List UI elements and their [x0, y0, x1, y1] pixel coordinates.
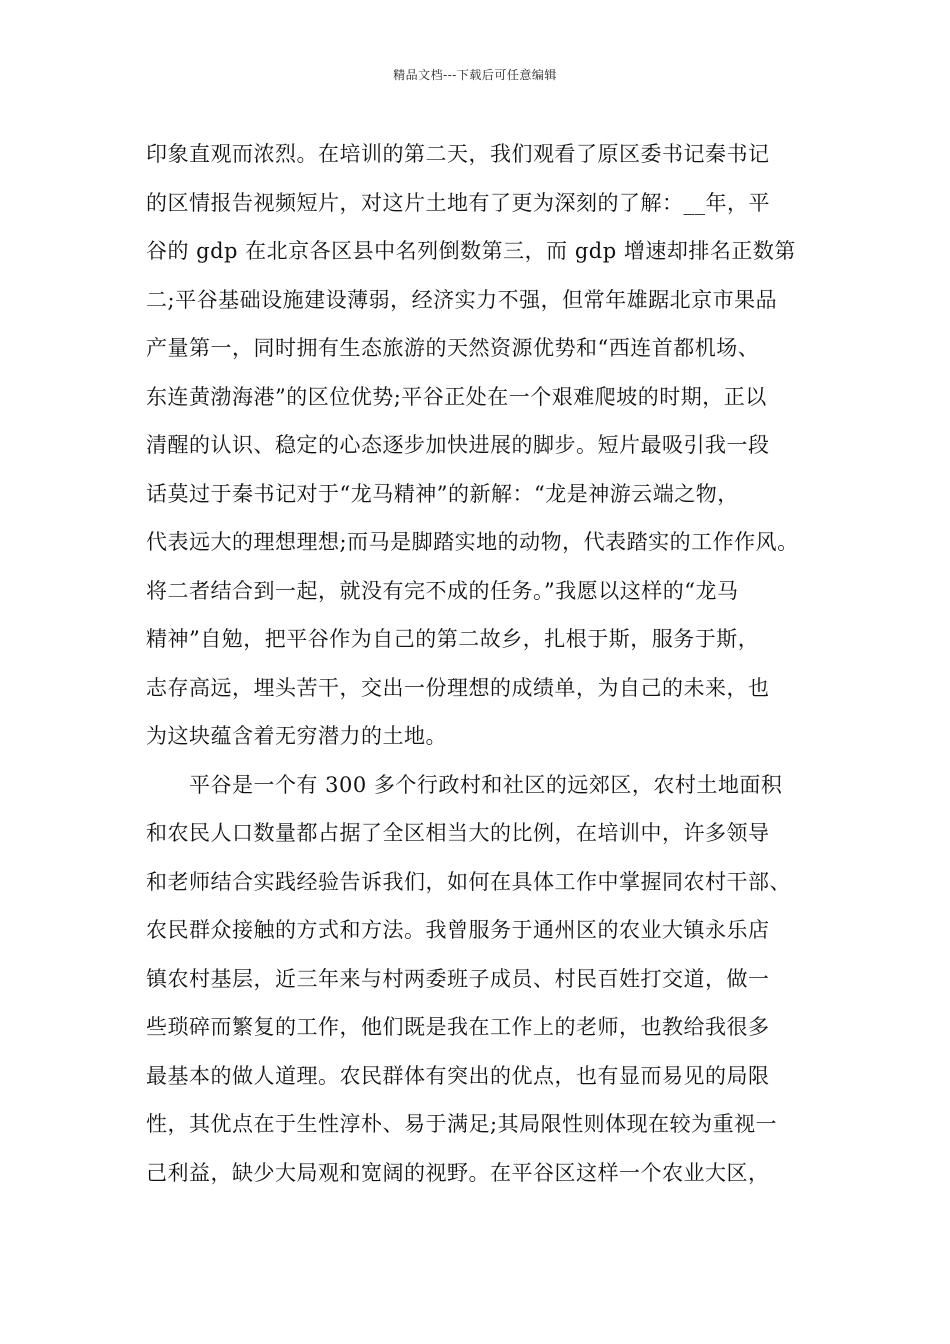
- text-line: 平谷是一个有 300 多个行政村和社区的远郊区，农村土地面积: [146, 772, 783, 797]
- text-line: 谷的 gdp 在北京各区县中名列倒数第三，而 gdp 增速却排名正数第: [146, 239, 796, 263]
- text-line: 和老师结合实践经验告诉我们，如何在具体工作中掌握同农村干部、: [146, 869, 791, 894]
- text-line: 镇农村基层，近三年来与村两委班子成员、村民百姓打交道，做一: [146, 966, 770, 991]
- text-line: 最基本的做人道理。农民群体有突出的优点，也有显而易见的局限: [146, 1063, 770, 1088]
- text-line: 代表远大的理想理想;而马是脚踏实地的动物，代表踏实的工作作风。: [146, 530, 799, 554]
- text-line: 话莫过于秦书记对于“龙马精神”的新解：“龙是神游云端之物，: [146, 481, 739, 506]
- text-line: 东连黄渤海港”的区位优势;平谷正处在一个艰难爬坡的时期，正以: [146, 384, 767, 409]
- paragraph-2: [146, 761, 816, 1198]
- text-line: 将二者结合到一起，就没有完不成的任务。”我愿以这样的“龙马: [146, 578, 739, 603]
- text-line: 为这块蕴含着无穷潜力的土地。: [146, 724, 447, 748]
- paragraph-1: [146, 130, 816, 761]
- text-line: 志存高远，埋头苦干，交出一份理想的成绩单，为自己的未来，也: [146, 675, 770, 700]
- page-header: 精品文档---下载后可任意编辑: [393, 68, 557, 82]
- text-line: 性，其优点在于生性淳朴、易于满足;其局限性则体现在较为重视一: [146, 1112, 778, 1136]
- text-line: 二;平谷基础设施建设薄弱，经济实力不强，但常年雄踞北京市果品: [146, 287, 778, 312]
- text-line: 的区情报告视频短片，对这片土地有了更为深刻的了解：__年，平: [146, 190, 770, 215]
- text-line: 些琐碎而繁复的工作，他们既是我在工作上的老师，也教给我很多: [146, 1015, 770, 1039]
- text-line: 和农民人口数量都占据了全区相当大的比例，在培训中，许多领导: [146, 821, 770, 845]
- text-line: 印象直观而浓烈。在培训的第二天，我们观看了原区委书记秦书记: [146, 142, 770, 166]
- text-line: 产量第一，同时拥有生态旅游的天然资源优势和“西连首都机场、: [146, 336, 760, 360]
- text-line: 精神”自勉，把平谷作为自己的第二故乡，扎根于斯，服务于斯，: [146, 627, 760, 651]
- text-line: 清醒的认识、稳定的心态逐步加快进展的脚步。短片最吸引我一段: [146, 433, 770, 457]
- document-body: [146, 130, 816, 1197]
- text-line: 农民群众接触的方式和方法。我曾服务于通州区的农业大镇永乐店: [146, 918, 770, 942]
- text-line: 己利益，缺少大局观和宽阔的视野。在平谷区这样一个农业大区，: [146, 1160, 770, 1185]
